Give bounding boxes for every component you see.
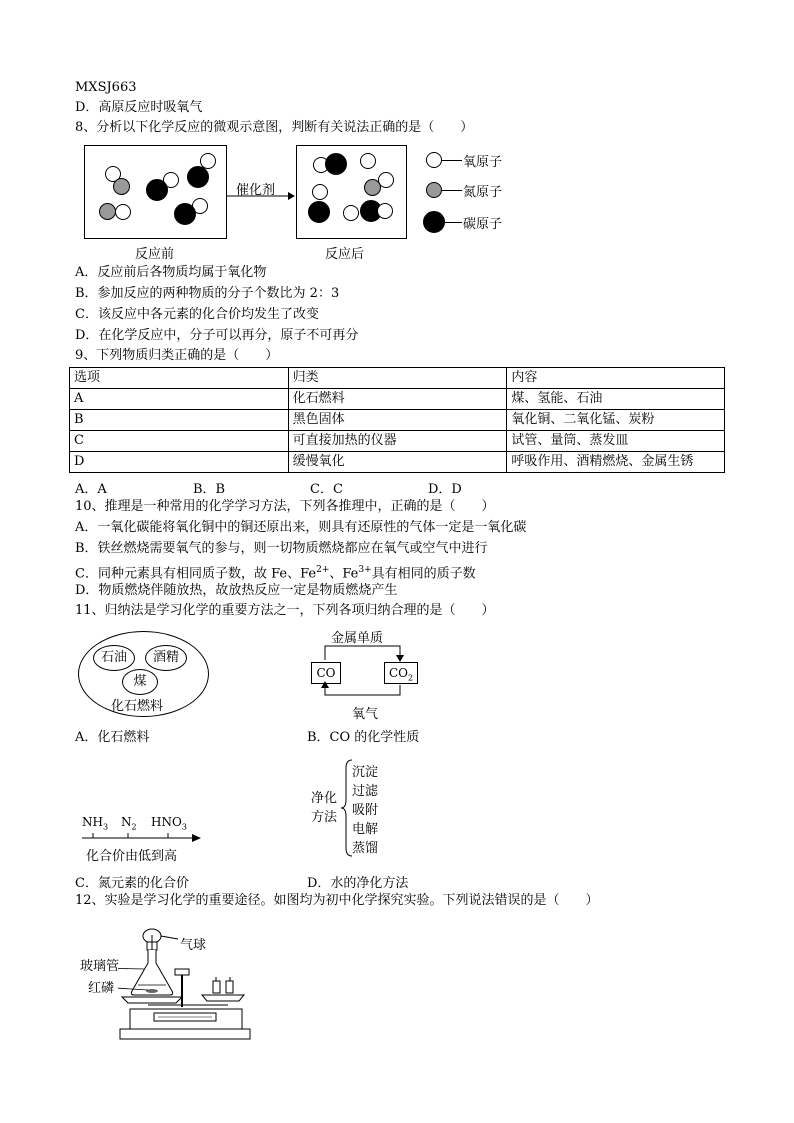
- purify-item: 沉淀: [352, 765, 379, 780]
- legend-carbon-label: 碳原子: [463, 217, 503, 232]
- oxygen-atom: [312, 184, 328, 200]
- table-cell: 可直接加热的仪器: [288, 431, 507, 452]
- q11-caption-b: B．CO 的化学性质: [307, 730, 420, 745]
- table-cell: 化石燃料: [288, 389, 507, 410]
- table-cell: C: [70, 431, 289, 452]
- metal-label: 金属单质: [331, 631, 384, 646]
- table-cell: 缓慢氧化: [288, 452, 507, 473]
- q9-choice-d: D．D: [428, 482, 462, 497]
- fossil-fuel-label: 化石燃料: [111, 699, 164, 714]
- table-cell: 煤、氢能、石油: [507, 389, 725, 410]
- table-cell: 黑色固体: [288, 410, 507, 431]
- q9-table: [69, 367, 725, 473]
- q11-stem: 11、归纳法是学习化学的重要方法之一，下列各项归纳合理的是（ ）: [75, 603, 495, 618]
- q10-c-sup2: 3+: [358, 565, 372, 575]
- q8-stem: 8、分析以下化学反应的微观示意图，判断有关说法正确的是（ ）: [75, 120, 474, 135]
- purify-label-2: 方法: [311, 810, 338, 825]
- carbon-atom: [325, 153, 347, 175]
- n2-sub: 2: [131, 822, 137, 832]
- q10-c-prefix: C．同种元素具有相同质子数，故 Fe、Fe: [75, 566, 317, 582]
- q11-caption-a: A．化石燃料: [75, 730, 150, 745]
- legend-nitrogen-icon: [426, 182, 442, 198]
- purify-item: 蒸馏: [352, 841, 379, 856]
- doc-code: MXSJ663: [75, 80, 137, 95]
- table-row: [70, 410, 725, 431]
- q9-choice-b: B．B: [193, 482, 226, 497]
- table-cell: 呼吸作用、酒精燃烧、金属生锈: [507, 452, 725, 473]
- q10-option-b: B．铁丝燃烧需要氧气的参与，则一切物质燃烧都应在氧气或空气中进行: [75, 541, 488, 556]
- n2-label: [121, 815, 137, 831]
- alcohol-ellipse: 酒精: [145, 645, 187, 671]
- q12-stem: 12、实验是学习化学的重要途径。如图均为初中化学探究实验。下列说法错误的是（ ）: [75, 893, 599, 908]
- balloon-label: 气球: [180, 938, 207, 953]
- q10-stem: 10、推理是一种常用的化学学习方法，下列各推理中，正确的是（ ）: [75, 499, 495, 514]
- q10-c-sup1: 2+: [316, 565, 330, 575]
- co2-box: [384, 662, 418, 684]
- purify-item: 电解: [352, 822, 379, 837]
- table-cell: A: [70, 389, 289, 410]
- legend-oxygen-icon: [426, 152, 442, 168]
- reaction-arrow: [226, 190, 296, 202]
- purify-label-1: 净化: [311, 791, 338, 806]
- legend-line: [442, 190, 462, 191]
- oxygen-atom: [377, 203, 393, 219]
- q10-option-a: A．一氧化碳能将氧化铜中的铜还原出来，则具有还原性的气体一定是一氧化碳: [75, 520, 527, 535]
- oxygen-atom: [360, 153, 376, 169]
- table-row: [70, 431, 725, 452]
- coal-ellipse: 煤: [122, 669, 158, 695]
- table-cell: 氧化铜、二氧化锰、炭粉: [507, 410, 725, 431]
- q9-choice-a: A．A: [75, 482, 107, 497]
- hno3-label: [151, 815, 187, 831]
- carbon-atom: [146, 179, 168, 201]
- legend-carbon-icon: [423, 211, 445, 233]
- oxygen-atom: [343, 205, 359, 221]
- q8-option-c: C．该反应中各元素的化合价均发生了改变: [75, 307, 319, 322]
- valence-axis: [80, 830, 205, 844]
- nh3-sub: 3: [102, 822, 109, 832]
- table-header-cell: 选项: [70, 368, 289, 389]
- petroleum-ellipse: 石油: [93, 645, 135, 671]
- q8-option-b: B．参加反应的两种物质的分子个数比为 2：3: [75, 286, 340, 301]
- co2-text: CO: [388, 666, 408, 680]
- before-label: 反应前: [135, 247, 175, 262]
- glass-tube-label: 玻璃管: [80, 959, 120, 974]
- table-cell: B: [70, 410, 289, 431]
- q11-caption-d: D．水的净化方法: [307, 876, 409, 891]
- table-cell: D: [70, 452, 289, 473]
- co-box: CO: [311, 662, 341, 684]
- carbon-atom: [174, 203, 196, 225]
- legend-line: [442, 160, 462, 161]
- hno3-text: HNO: [151, 815, 182, 829]
- q11-caption-c: C．氮元素的化合价: [75, 876, 189, 891]
- valence-axis-label: 化合价由低到高: [86, 849, 178, 864]
- nh3-text: NH: [82, 815, 103, 829]
- red-phosphorus-label: 红磷: [88, 981, 115, 996]
- nitrogen-atom: [364, 179, 381, 196]
- q8-option-a: A．反应前后各物质均属于氧化物: [75, 265, 267, 280]
- q10-option-d: D．物质燃烧伴随放热，故放热反应一定是物质燃烧产生: [75, 583, 398, 598]
- n2-text: N: [121, 815, 132, 829]
- table-row: [70, 452, 725, 473]
- after-label: 反应后: [325, 247, 365, 262]
- carbon-atom: [308, 201, 330, 223]
- table-header-cell: 内容: [507, 368, 725, 389]
- table-row: [70, 389, 725, 410]
- q10-c-suffix: 具有相同的质子数: [371, 566, 476, 582]
- purify-item: 过滤: [352, 784, 379, 799]
- nh3-label: [82, 815, 108, 831]
- q8-option-d: D．在化学反应中，分子可以再分，原子不可再分: [75, 328, 359, 343]
- q10-c-mid: 、Fe: [329, 566, 359, 582]
- nitrogen-atom: [99, 203, 116, 220]
- carbon-atom: [187, 166, 209, 188]
- oxygen-label: 氧气: [352, 707, 379, 722]
- legend-line: [445, 222, 462, 223]
- oxygen-atom: [115, 204, 131, 220]
- q9-stem: 9、下列物质归类正确的是（ ）: [75, 348, 279, 363]
- q10-option-c: [75, 561, 476, 583]
- legend-nitrogen-label: 氮原子: [463, 185, 503, 200]
- after-reaction-box: [296, 145, 407, 239]
- catalyst-label: 催化剂: [236, 183, 276, 198]
- purify-item: 吸附: [352, 803, 379, 818]
- co2-sub: 2: [407, 673, 414, 683]
- q7-option-d: D．高原反应时吸氧气: [75, 100, 203, 115]
- hno3-sub: 3: [181, 822, 187, 832]
- before-reaction-box: [84, 145, 227, 239]
- legend-oxygen-label: 氧原子: [463, 155, 503, 170]
- table-header-row: [70, 368, 725, 389]
- q9-choice-c: C．C: [310, 482, 343, 497]
- table-header-cell: 归类: [288, 368, 507, 389]
- nitrogen-atom: [113, 178, 130, 195]
- table-cell: 试管、量筒、蒸发皿: [507, 431, 725, 452]
- balance-experiment-illustration: [118, 925, 253, 1043]
